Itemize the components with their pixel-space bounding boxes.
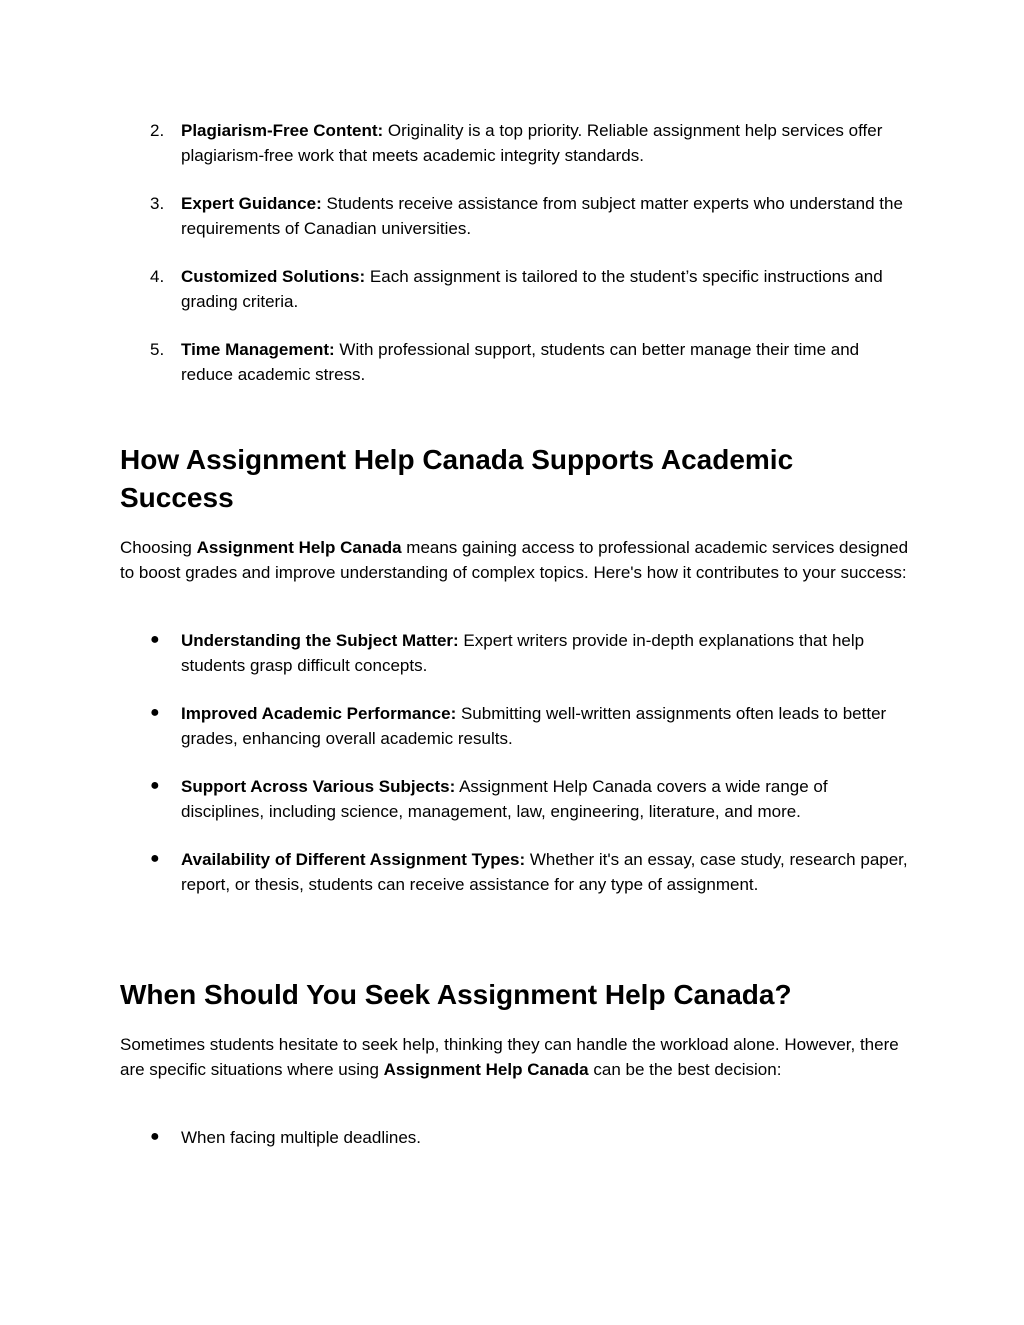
section-intro	[120, 536, 910, 585]
list-item	[120, 775, 910, 824]
section-heading: How Assignment Help Canada Supports Academic Success	[120, 444, 794, 513]
bullet-icon: ●	[150, 1128, 160, 1145]
section-heading: When Should You Seek Assignment Help Canada?	[120, 979, 792, 1010]
list-term: Expert Guidance:	[181, 194, 322, 213]
list-term: Customized Solutions:	[181, 267, 366, 286]
list-number: 4.	[150, 267, 165, 286]
list-term: Plagiarism-Free Content:	[181, 121, 384, 140]
list-number: 2.	[150, 121, 165, 140]
list-term: Improved Academic Performance:	[181, 704, 457, 723]
intro-text: Sometimes students hesitate to seek help, thinking they can handle the workload alone. However, there are specific situations where using	[120, 1035, 899, 1079]
list-text: With professional support, students can better manage their time and reduce academic stress.	[181, 340, 860, 384]
intro-text: Choosing	[120, 538, 197, 557]
list-item	[120, 192, 910, 241]
list-text: Expert writers provide in-depth explanations that help students grasp difficult concepts.	[181, 631, 865, 675]
list-item	[120, 119, 910, 168]
list-item	[120, 848, 910, 897]
bullet-icon: ●	[150, 777, 160, 794]
list-item	[120, 265, 910, 314]
intro-text: means gaining access to professional academic services designed to boost grades and improve understanding of complex topics. Here's how it contributes to your success:	[120, 538, 909, 582]
list-term: Support Across Various Subjects:	[181, 777, 456, 796]
list-text: Assignment Help Canada covers a wide range of disciplines, including science, management, law, engineering, literature, and more.	[181, 777, 828, 821]
list-item	[120, 702, 910, 751]
list-number: 5.	[150, 340, 165, 359]
list-item	[120, 338, 910, 387]
intro-text: can be the best decision:	[588, 1059, 782, 1079]
list-item	[120, 1126, 910, 1151]
list-item	[120, 629, 910, 678]
bullet-icon: ●	[150, 631, 160, 648]
bullet-icon: ●	[150, 850, 160, 867]
list-term: Understanding the Subject Matter:	[181, 631, 459, 650]
list-text: When facing multiple deadlines.	[181, 1128, 422, 1147]
list-text: Each assignment is tailored to the student’s specific instructions and grading criteria.	[181, 267, 883, 311]
list-term: Time Management:	[181, 340, 335, 359]
list-text: Originality is a top priority. Reliable assignment help services offer plagiarism-free work that meets academic integrity standards.	[181, 121, 883, 165]
list-text: Students receive assistance from subject matter experts who understand the requirements of Canadian universities.	[181, 194, 903, 238]
list-number: 3.	[150, 194, 165, 213]
section-intro	[120, 1033, 910, 1082]
list-term: Availability of Different Assignment Types:	[181, 850, 526, 869]
list-text: Submitting well-written assignments often leads to better grades, enhancing overall academic results.	[181, 704, 887, 748]
list-text: Whether it's an essay, case study, research paper, report, or thesis, students can receive assistance for any type of assignment.	[181, 850, 908, 894]
intro-bold-text: Assignment Help Canada	[383, 1059, 589, 1079]
intro-bold-text: Assignment Help Canada	[196, 538, 402, 557]
bullet-icon: ●	[150, 704, 160, 721]
